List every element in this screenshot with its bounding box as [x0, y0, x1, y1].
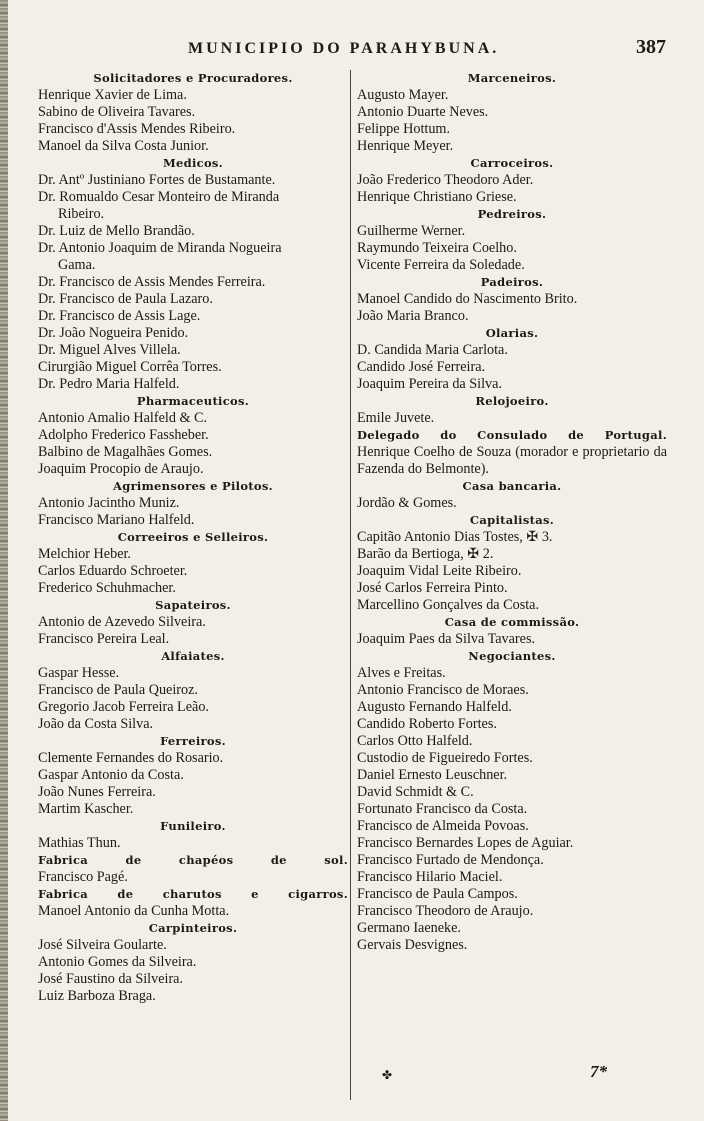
directory-entry: Henrique Coelho de Souza (morador e proprietario da Fazenda do Belmonte).	[357, 444, 667, 477]
decorative-mark-icon: ✤	[382, 1068, 393, 1082]
directory-entry: Luiz Barboza Braga.	[38, 988, 156, 1004]
directory-entry: Frederico Schuhmacher.	[38, 580, 176, 596]
directory-entry: João Frederico Theodoro Ader.	[357, 172, 534, 188]
directory-entry: Mathias Thun.	[38, 835, 121, 851]
directory-entry: D. Candida Maria Carlota.	[357, 342, 508, 358]
section-heading: Carpinteiros.	[148, 921, 238, 935]
section-heading: Funileiro.	[160, 819, 226, 833]
directory-entry: Francisco Mariano Halfeld.	[38, 512, 195, 528]
left-column	[38, 70, 348, 1005]
directory-entry: Cirurgião Miguel Corrêa Torres.	[38, 359, 222, 375]
directory-entry: José Silveira Goularte.	[38, 937, 167, 953]
section-heading: Casa bancaria.	[462, 479, 562, 493]
directory-entry: Francisco Pereira Leal.	[38, 631, 170, 647]
directory-entry: Adolpho Frederico Fassheber.	[38, 427, 209, 443]
directory-entry: Candido José Ferreira.	[357, 359, 486, 375]
directory-entry: Clemente Fernandes do Rosario.	[38, 750, 224, 766]
section-heading: Padeiros.	[480, 275, 544, 289]
directory-entry: Antonio Duarte Neves.	[357, 104, 489, 120]
section-heading: Fabrica de chapéos de sol.	[38, 853, 348, 867]
directory-entry: Francisco Pagé.	[38, 869, 128, 885]
directory-entry: Francisco Hilario Maciel.	[357, 869, 503, 885]
directory-entry: Joaquim Procopio de Araujo.	[38, 461, 204, 477]
directory-entry: Antonio Jacintho Muniz.	[38, 495, 180, 511]
directory-entry: Francisco d'Assis Mendes Ribeiro.	[38, 121, 236, 137]
directory-entry: Emile Juvete.	[357, 410, 435, 426]
directory-entry: Dr. Luiz de Mello Brandão.	[38, 223, 195, 239]
section-heading: Pharmaceuticos.	[136, 394, 250, 408]
directory-entry: Gregorio Jacob Ferreira Leão.	[38, 699, 209, 715]
directory-entry: Daniel Ernesto Leuschner.	[357, 767, 508, 783]
directory-entry: Francisco Theodoro de Araujo.	[357, 903, 534, 919]
directory-entry: Antonio de Azevedo Silveira.	[38, 614, 206, 630]
directory-entry: Francisco de Almeida Povoas.	[357, 818, 529, 834]
directory-entry: Candido Roberto Fortes.	[357, 716, 497, 732]
section-heading: Negociantes.	[468, 649, 556, 663]
directory-entry: Carlos Eduardo Schroeter.	[38, 563, 188, 579]
section-heading: Alfaiates.	[161, 649, 225, 663]
directory-entry: Jordão & Gomes.	[357, 495, 457, 511]
section-heading: Marceneiros.	[467, 71, 557, 85]
section-heading: Capitalistas.	[469, 513, 555, 527]
directory-entry: Balbino de Magalhães Gomes.	[38, 444, 213, 460]
directory-entry: Barão da Bertioga, ✠ 2.	[357, 546, 494, 562]
directory-entry: Dr. Antº Justiniano Fortes de Bustamante.	[38, 172, 276, 188]
section-heading: Delegado do Consulado de Portugal.	[357, 428, 667, 442]
directory-entry: Alves e Freitas.	[357, 665, 446, 681]
directory-entry: Marcellino Gonçalves da Costa.	[357, 597, 540, 613]
directory-entry: Dr. Romualdo Cesar Monteiro de Miranda	[38, 189, 280, 205]
section-heading: Sapateiros.	[155, 598, 231, 612]
directory-entry: Henrique Xavier de Lima.	[38, 87, 187, 103]
directory-entry: Antonio Amalio Halfeld & C.	[38, 410, 208, 426]
directory-entry: Antonio Gomes da Silveira.	[38, 954, 197, 970]
directory-entry: Germano Iaeneke.	[357, 920, 461, 936]
section-heading: Pedreiros.	[477, 207, 547, 221]
directory-entry: Dr. João Nogueira Penido.	[38, 325, 189, 341]
section-heading: Casa de commissão.	[444, 615, 580, 629]
directory-entry: João Maria Branco.	[357, 308, 469, 324]
directory-entry: João da Costa Silva.	[38, 716, 154, 732]
section-heading: Relojoeiro.	[475, 394, 549, 408]
directory-entry: Joaquim Vidal Leite Ribeiro.	[357, 563, 522, 579]
directory-entry: Francisco de Paula Queiroz.	[38, 682, 198, 698]
directory-entry: Gaspar Antonio da Costa.	[38, 767, 184, 783]
page-binding-edge	[0, 0, 8, 1121]
running-head: MUNICIPIO DO PARAHYBUNA.	[188, 40, 500, 57]
directory-entry: David Schmidt & C.	[357, 784, 474, 800]
directory-entry: Henrique Christiano Griese.	[357, 189, 517, 205]
directory-entry: Dr. Miguel Alves Villela.	[38, 342, 181, 358]
directory-entry: Martim Kascher.	[38, 801, 134, 817]
directory-entry: Dr. Francisco de Paula Lazaro.	[38, 291, 213, 307]
directory-entry-continuation: Ribeiro.	[58, 206, 105, 222]
directory-entry: Joaquim Paes da Silva Tavares.	[357, 631, 536, 647]
directory-entry: Custodio de Figueiredo Fortes.	[357, 750, 533, 766]
directory-entry: Augusto Mayer.	[357, 87, 449, 103]
directory-entry: Sabino de Oliveira Tavares.	[38, 104, 196, 120]
directory-entry: Joaquim Pereira da Silva.	[357, 376, 502, 392]
directory-entry: Antonio Francisco de Moraes.	[357, 682, 529, 698]
directory-entry: José Carlos Ferreira Pinto.	[357, 580, 508, 596]
directory-entry: José Faustino da Silveira.	[38, 971, 184, 987]
directory-entry: Capitão Antonio Dias Tostes, ✠ 3.	[357, 529, 553, 545]
section-heading: Fabrica de charutos e cigarros.	[38, 887, 348, 901]
column-divider	[350, 70, 351, 1100]
page-header	[0, 36, 704, 66]
directory-entry: Francisco Furtado de Mendonça.	[357, 852, 544, 868]
page-number: 387	[636, 36, 666, 58]
directory-entry: Manoel Candido do Nascimento Brito.	[357, 291, 578, 307]
directory-entry: Carlos Otto Halfeld.	[357, 733, 473, 749]
directory-entry: Melchior Heber.	[38, 546, 131, 562]
directory-entry: Manoel Antonio da Cunha Motta.	[38, 903, 230, 919]
directory-entry: Augusto Fernando Halfeld.	[357, 699, 512, 715]
directory-entry: Dr. Pedro Maria Halfeld.	[38, 376, 180, 392]
directory-entry: Fortunato Francisco da Costa.	[357, 801, 528, 817]
directory-entry: Dr. Francisco de Assis Lage.	[38, 308, 201, 324]
directory-entry: Raymundo Teixeira Coelho.	[357, 240, 517, 256]
directory-entry: Francisco Bernardes Lopes de Aguiar.	[357, 835, 574, 851]
directory-entry: Manoel da Silva Costa Junior.	[38, 138, 209, 154]
directory-entry: Francisco de Paula Campos.	[357, 886, 518, 902]
section-heading: Medicos.	[162, 156, 223, 170]
directory-entry: Gervais Desvignes.	[357, 937, 468, 953]
section-heading: Olarias.	[485, 326, 539, 340]
directory-entry: Dr. Francisco de Assis Mendes Ferreira.	[38, 274, 266, 290]
directory-entry: Dr. Antonio Joaquim de Miranda Nogueira	[38, 240, 282, 256]
section-heading: Carroceiros.	[470, 156, 554, 170]
directory-entry: Guilherme Werner.	[357, 223, 466, 239]
directory-entry: Henrique Meyer.	[357, 138, 454, 154]
section-heading: Agrimensores e Pilotos.	[113, 479, 273, 493]
section-heading: Correeiros e Selleiros.	[117, 530, 269, 544]
section-heading: Ferreiros.	[160, 734, 226, 748]
directory-entry: Gaspar Hesse.	[38, 665, 120, 681]
directory-entry: João Nunes Ferreira.	[38, 784, 156, 800]
signature-mark: 7*	[590, 1062, 607, 1081]
directory-entry: Felippe Hottum.	[357, 121, 451, 137]
section-heading: Solicitadores e Procuradores.	[93, 71, 293, 85]
directory-entry: Vicente Ferreira da Soledade.	[357, 257, 525, 273]
right-column	[357, 70, 667, 954]
directory-entry-continuation: Gama.	[58, 257, 96, 273]
